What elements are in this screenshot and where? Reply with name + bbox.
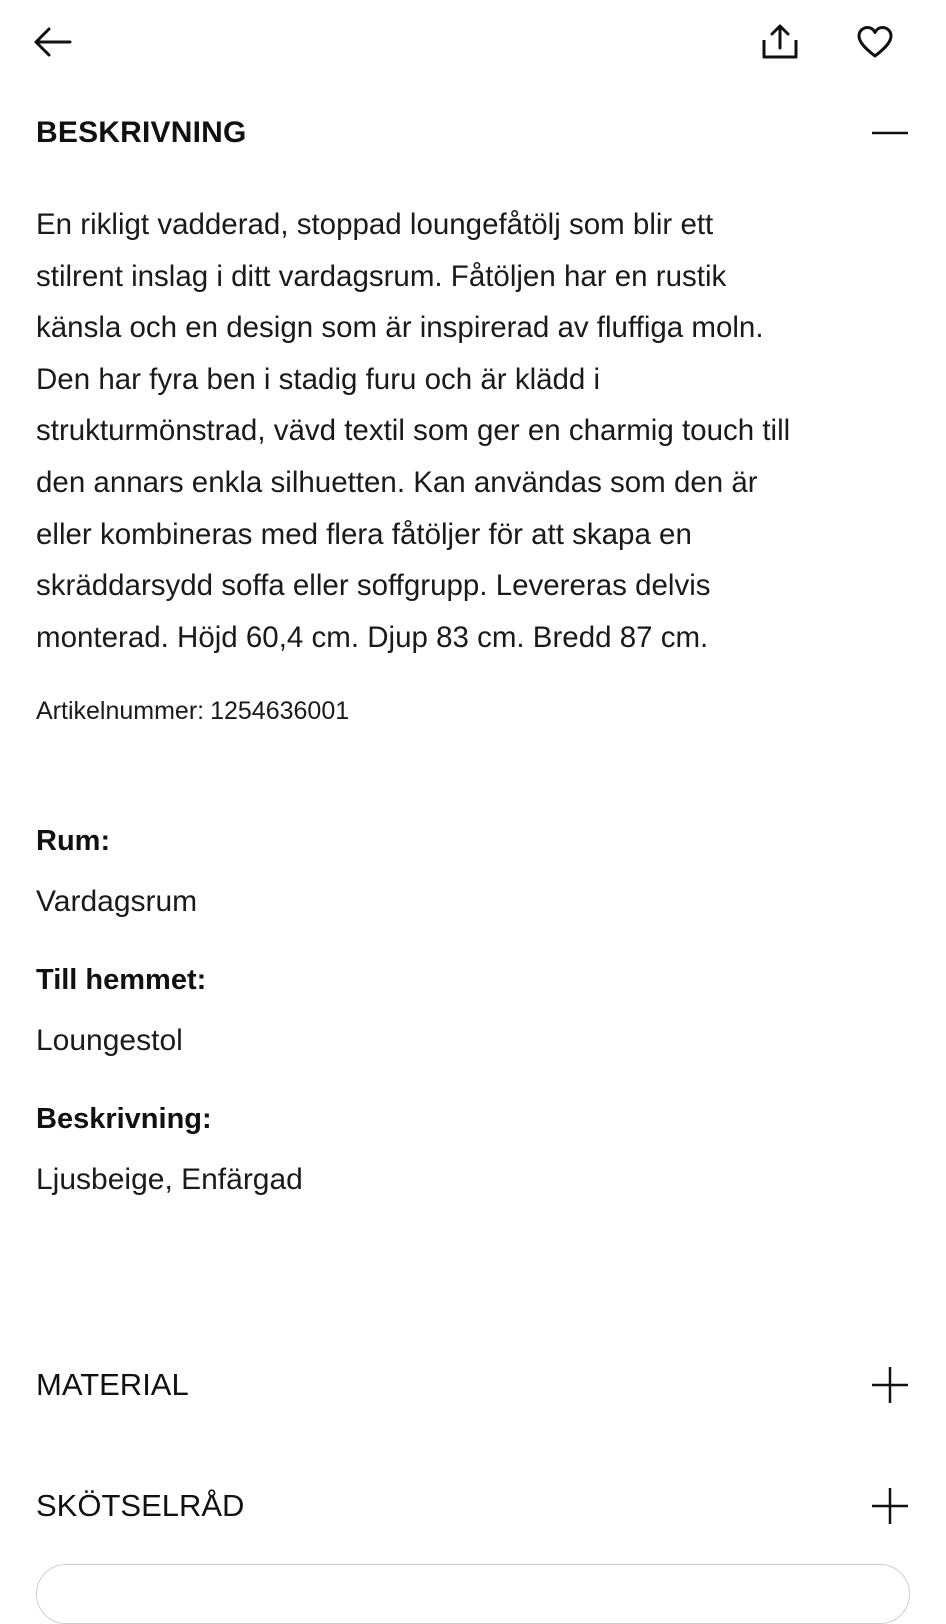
expand-material-button[interactable] xyxy=(870,1365,910,1405)
description-line: strukturmönstrad, vävd textil som ger en charmig touch till xyxy=(36,414,791,448)
description-line: Den har fyra ben i stadig furu och är klädd i xyxy=(36,362,601,396)
back-button[interactable] xyxy=(28,18,76,66)
description-section-header[interactable] xyxy=(36,110,910,156)
product-description xyxy=(36,199,906,663)
description-line: stilrent inslag i ditt vardagsrum. Fåtöljen har en rustik xyxy=(36,259,727,293)
attribute-label-description: Beskrivning: xyxy=(36,1103,212,1135)
share-icon xyxy=(761,24,799,60)
top-bar xyxy=(0,0,946,90)
article-number-value: 1254636001 xyxy=(210,697,350,725)
share-button[interactable] xyxy=(756,18,804,66)
attribute-label-room: Rum: xyxy=(36,825,111,857)
description-line: eller kombineras med flera fåtöljer för att skapa en xyxy=(36,517,692,551)
attribute-value-home: Loungestol xyxy=(36,1024,183,1057)
collapse-button[interactable] xyxy=(870,113,910,153)
description-line: En rikligt vadderad, stoppad loungefåtölj som blir ett xyxy=(36,208,714,241)
description-line: skräddarsydd soffa eller soffgrupp. Levereras delvis xyxy=(36,569,711,603)
expand-care-button[interactable] xyxy=(870,1486,910,1526)
plus-icon xyxy=(871,1366,909,1404)
arrow-left-icon xyxy=(32,26,72,58)
article-number xyxy=(36,697,349,726)
care-section-header[interactable] xyxy=(36,1483,910,1529)
favorite-button[interactable] xyxy=(850,18,900,66)
description-section-title: BESKRIVNING xyxy=(36,116,247,149)
description-line: den annars enkla silhuetten. Kan användas som den är xyxy=(36,465,758,499)
article-number-label: Artikelnummer: xyxy=(36,697,205,725)
attribute-label-home: Till hemmet: xyxy=(36,964,207,996)
minus-icon xyxy=(871,130,909,136)
attribute-value-description: Ljusbeige, Enfärgad xyxy=(36,1163,303,1196)
plus-icon xyxy=(871,1487,909,1525)
heart-icon xyxy=(856,25,894,59)
material-section-title: MATERIAL xyxy=(36,1367,189,1402)
attribute-value-room: Vardagsrum xyxy=(36,885,198,918)
description-line: monterad. Höjd 60,4 cm. Djup 83 cm. Bredd 87 cm. xyxy=(36,620,709,654)
material-section-header[interactable] xyxy=(36,1362,910,1408)
bottom-pill-button[interactable] xyxy=(36,1564,910,1624)
care-section-title: SKÖTSELRÅD xyxy=(36,1488,245,1523)
description-line: känsla och en design som är inspirerad av fluffiga moln. xyxy=(36,311,764,345)
